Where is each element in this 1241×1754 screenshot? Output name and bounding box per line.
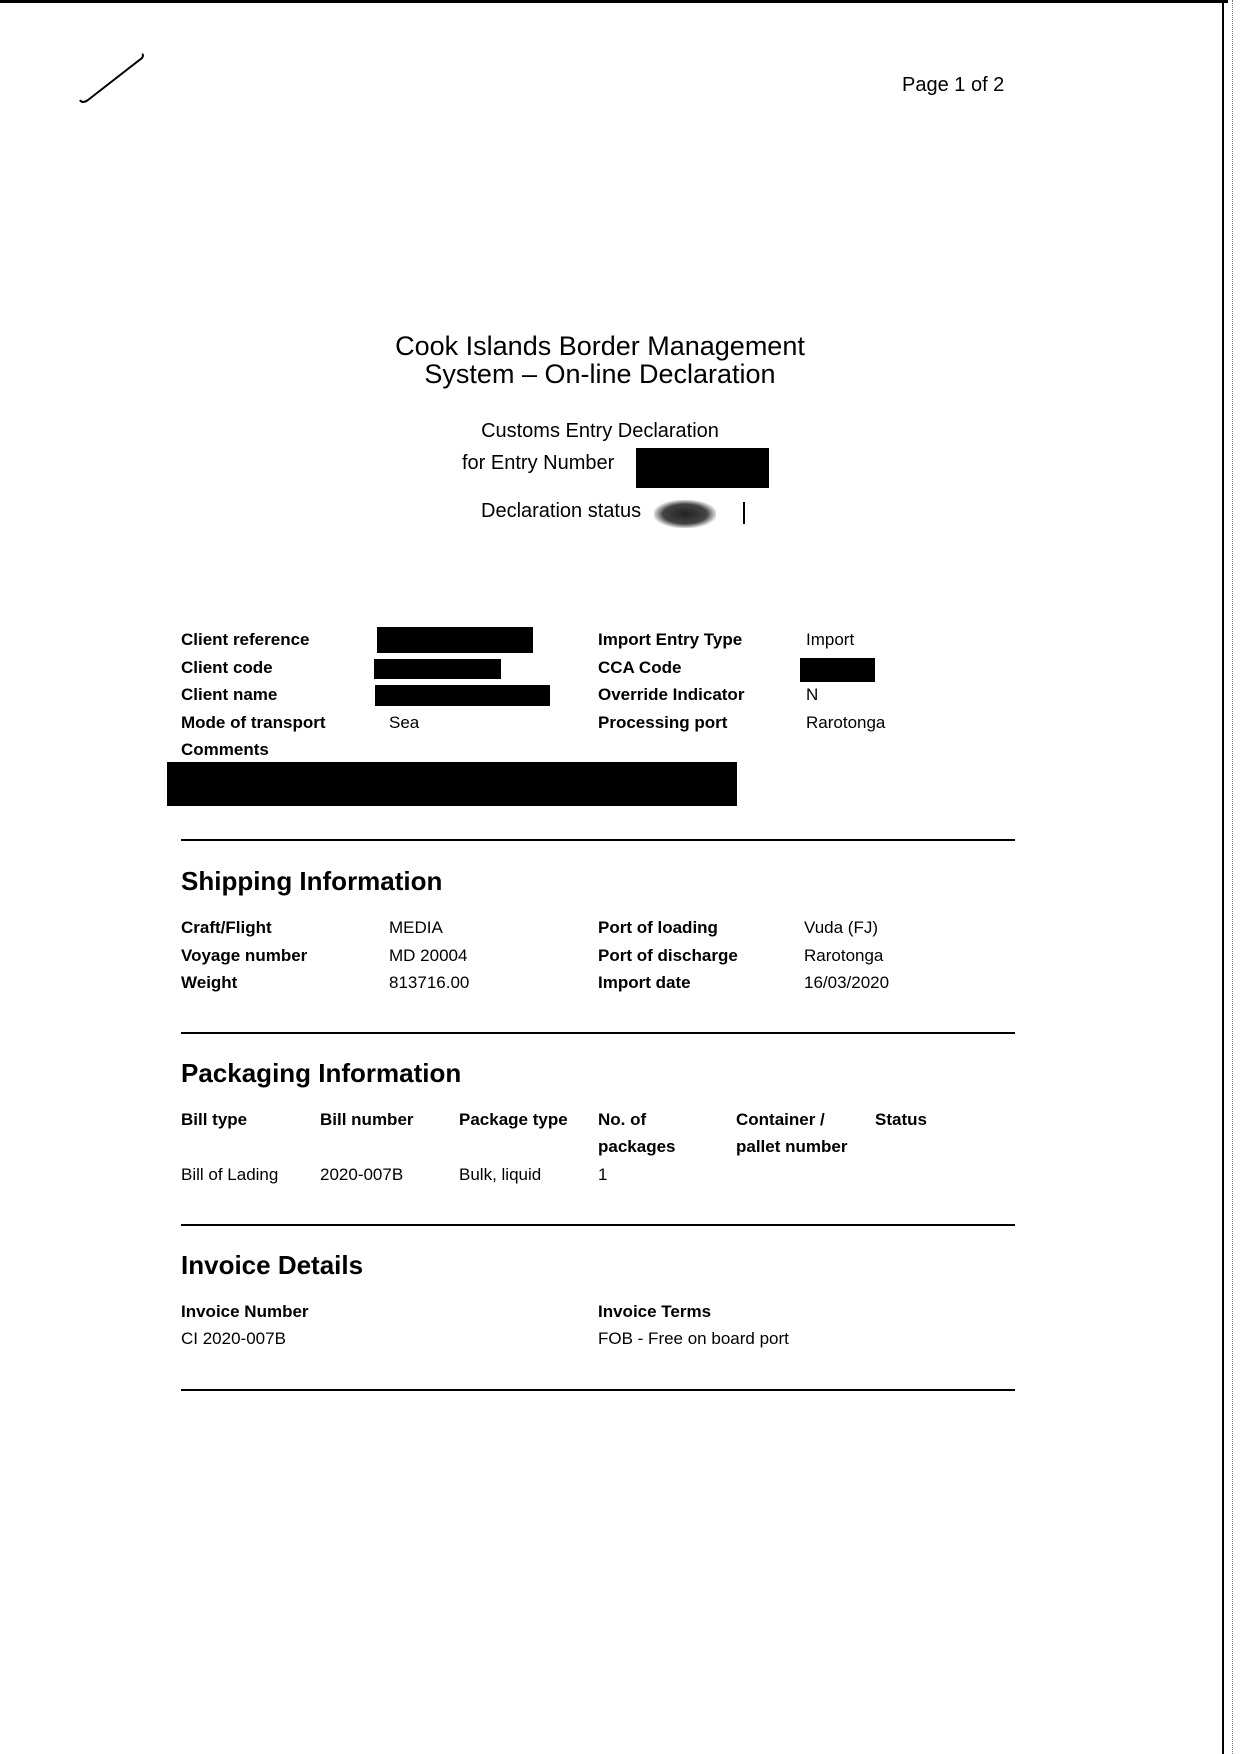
- title-line-1: Cook Islands Border Management: [395, 331, 805, 361]
- divider: [181, 1389, 1015, 1391]
- column-header-status: Status: [875, 1110, 927, 1129]
- port-of-loading-label: Port of loading: [598, 918, 718, 937]
- invoice-terms-value: FOB - Free on board port: [598, 1329, 789, 1348]
- mode-of-transport-value: Sea: [389, 713, 420, 732]
- override-indicator-label: Override Indicator: [598, 685, 745, 704]
- entry-number-label: for Entry Number: [462, 452, 615, 474]
- invoice-number-label: Invoice Number: [181, 1302, 309, 1321]
- import-entry-type-label: Import Entry Type: [598, 630, 743, 649]
- client-code-label: Client code: [181, 658, 273, 677]
- import-date-value: 16/03/2020: [804, 973, 890, 992]
- import-date-label: Import date: [598, 973, 691, 992]
- client-reference-redaction: [377, 627, 533, 653]
- client-reference-label: Client reference: [181, 630, 310, 649]
- page-number: Page 1 of 2: [902, 74, 1005, 96]
- pen-mark-icon: [78, 52, 148, 108]
- voyage-number-value: MD 20004: [389, 946, 468, 965]
- port-of-discharge-value: Rarotonga: [804, 946, 884, 965]
- document-title: [300, 332, 900, 388]
- column-header-package-type: Package type: [459, 1110, 568, 1129]
- declaration-status-obscured: [654, 500, 716, 528]
- processing-port-label: Processing port: [598, 713, 728, 732]
- craft-flight-value: MEDIA: [389, 918, 443, 937]
- import-entry-type-value: Import: [806, 630, 855, 649]
- port-of-discharge-label: Port of discharge: [598, 946, 738, 965]
- packaging-table: [181, 1110, 981, 1190]
- table-cell-no-of-packages: 1: [598, 1165, 608, 1184]
- weight-value: 813716.00: [389, 973, 470, 992]
- invoice-number-value: CI 2020-007B: [181, 1329, 286, 1348]
- scan-right-border: [1222, 0, 1224, 1754]
- cca-code-redaction: [800, 658, 875, 682]
- packaging-heading: Packaging Information: [181, 1058, 462, 1088]
- header-line-1: Container /: [736, 1110, 825, 1129]
- override-indicator-value: N: [806, 685, 819, 704]
- client-code-redaction: [374, 659, 501, 679]
- scan-mark: [743, 502, 745, 524]
- invoice-terms-label: Invoice Terms: [598, 1302, 712, 1321]
- scan-top-border: [0, 0, 1228, 3]
- comments-redaction: [167, 762, 737, 806]
- divider: [181, 839, 1015, 841]
- craft-flight-label: Craft/Flight: [181, 918, 272, 937]
- table-cell-package-type: Bulk, liquid: [459, 1165, 542, 1184]
- cca-code-label: CCA Code: [598, 658, 682, 677]
- client-name-redaction: [375, 685, 550, 706]
- title-line-2: System – On-line Declaration: [424, 359, 776, 389]
- entry-number-redaction: [636, 448, 769, 488]
- port-of-loading-value: Vuda (FJ): [804, 918, 879, 937]
- column-header-bill-type: Bill type: [181, 1110, 248, 1129]
- table-cell-bill-number: 2020-007B: [320, 1165, 404, 1184]
- comments-label: Comments: [181, 740, 269, 759]
- voyage-number-label: Voyage number: [181, 946, 308, 965]
- scan-right-edge-noise: [1232, 0, 1234, 1754]
- divider: [181, 1032, 1015, 1034]
- header-line-2: packages: [598, 1137, 676, 1156]
- client-name-label: Client name: [181, 685, 278, 704]
- table-cell-bill-type: Bill of Lading: [181, 1165, 279, 1184]
- header-line-2: pallet number: [736, 1137, 848, 1156]
- mode-of-transport-label: Mode of transport: [181, 713, 326, 732]
- divider: [181, 1224, 1015, 1226]
- column-header-no-of-packages: [598, 1110, 676, 1157]
- weight-label: Weight: [181, 973, 238, 992]
- invoice-heading: Invoice Details: [181, 1250, 364, 1280]
- header-line-1: No. of: [598, 1110, 647, 1129]
- declaration-status-label: Declaration status: [481, 500, 642, 522]
- column-header-bill-number: Bill number: [320, 1110, 414, 1129]
- column-header-container-pallet: [736, 1110, 847, 1157]
- processing-port-value: Rarotonga: [806, 713, 886, 732]
- shipping-heading: Shipping Information: [181, 866, 443, 896]
- document-subtitle: Customs Entry Declaration: [481, 420, 719, 442]
